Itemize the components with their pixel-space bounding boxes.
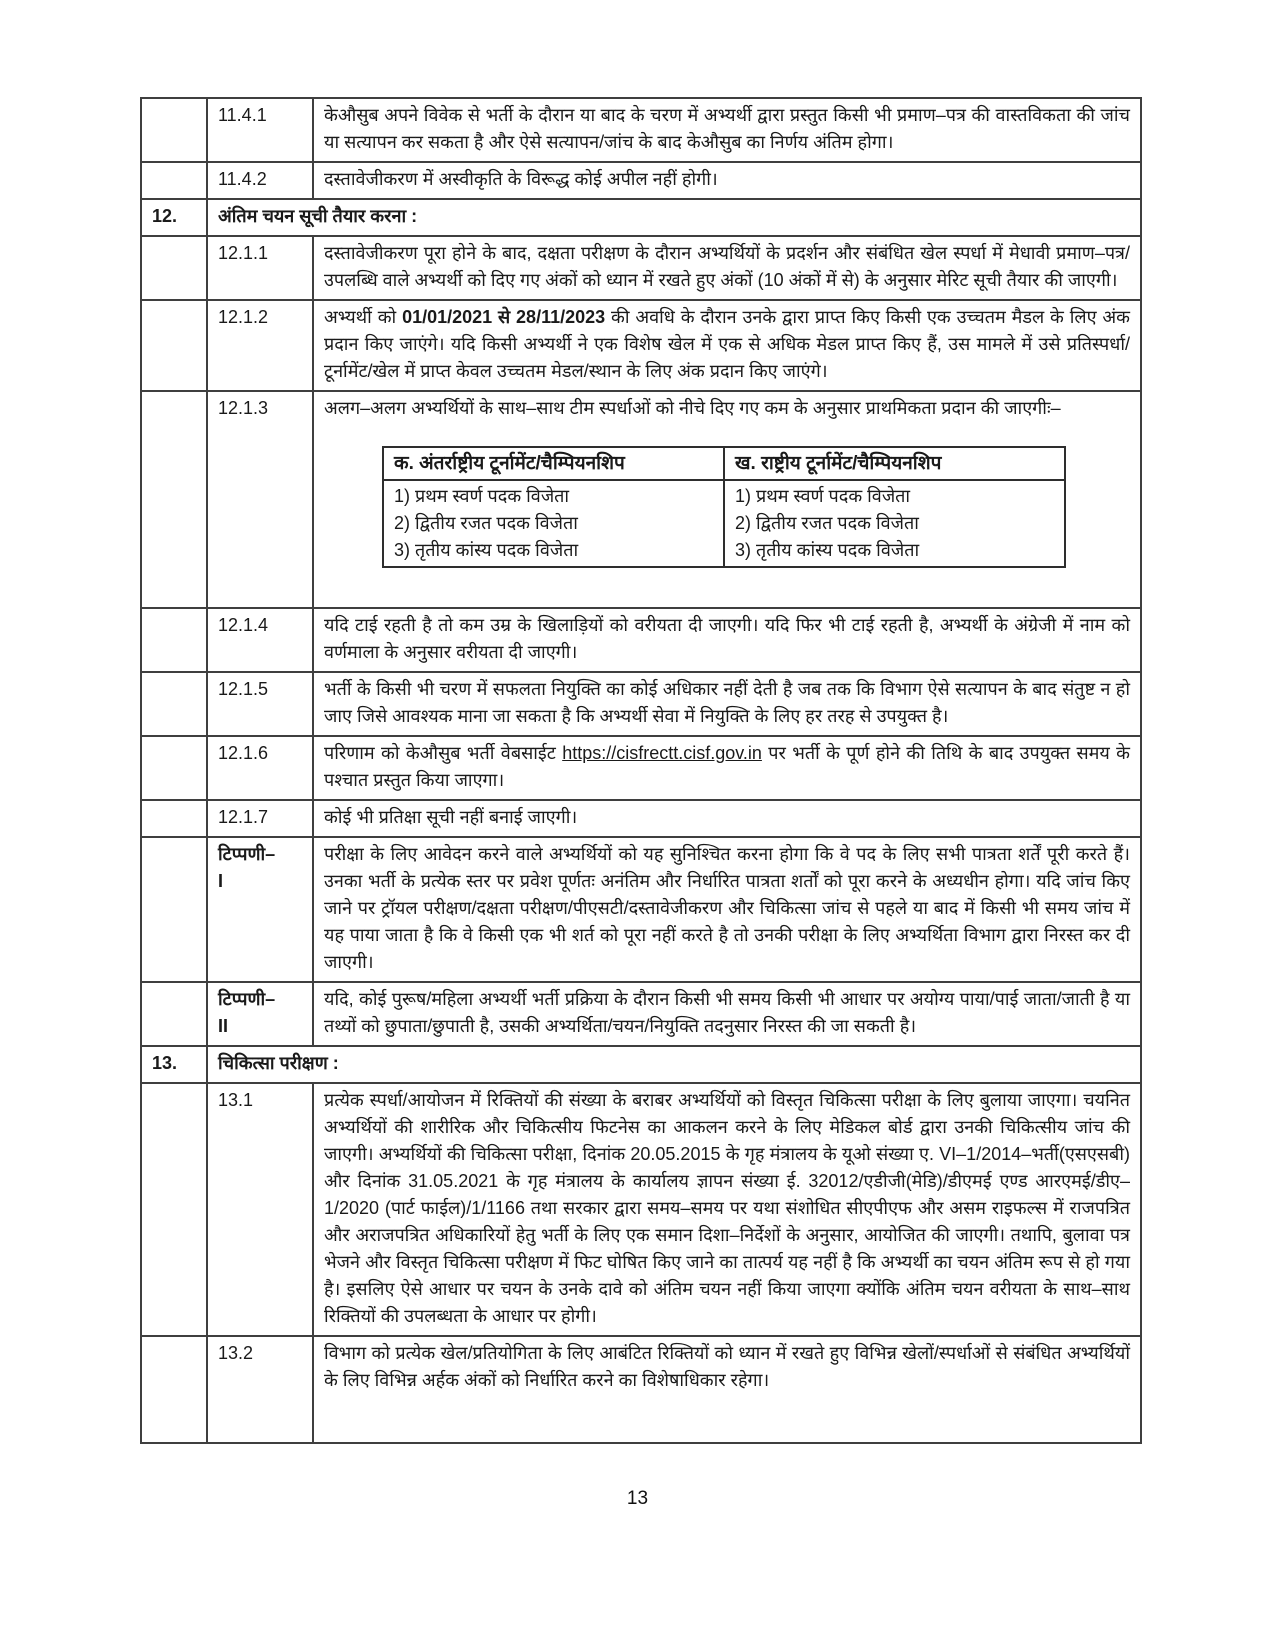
date-range: 01/01/2021 से 28/11/2023 xyxy=(402,307,606,327)
medal-priority-table xyxy=(382,446,1066,568)
table-row xyxy=(141,300,1141,391)
table-row xyxy=(141,1336,1141,1443)
priority-table-body-row xyxy=(383,480,1065,567)
clause-number: 12.1.7 xyxy=(207,800,313,837)
main-table-container xyxy=(140,97,1142,1444)
priority-table-container xyxy=(382,446,1130,568)
table-row xyxy=(141,1083,1141,1336)
note-label xyxy=(207,982,313,1046)
clause-text: यदि टाई रहती है तो कम उम्र के खिलाड़ियों को वरीयता दी जाएगी। यदि फिर भी टाई रहती है, अभ्यर्थी के अंग्रेजी में नाम को वर्णमाला के अनुसार वरीयता दी जाएगी। xyxy=(313,608,1141,672)
priority-table-header-row xyxy=(383,447,1065,480)
national-medal-list xyxy=(724,480,1065,567)
clause-number: 12.1.1 xyxy=(207,236,313,300)
section-header-row xyxy=(141,1046,1141,1083)
table-row xyxy=(141,672,1141,736)
clause-text xyxy=(313,300,1141,391)
list-item: 1) प्रथम स्वर्ण पदक विजेता xyxy=(394,486,570,506)
table-row xyxy=(141,736,1141,800)
recruitment-rules-table xyxy=(140,97,1142,1444)
section-header-row xyxy=(141,199,1141,236)
note-text: परीक्षा के लिए आवेदन करने वाले अभ्यर्थियों को यह सुनिश्चित करना होगा कि वे पद के लिए सभी पात्रता शर्तें पूरी करते हैं। उनका भर्ती के प्रत्येक स्तर पर प्रवेश पूर्णतः अनंतिम और निर्धारित पात्रता शर्तों को पूरा करने के अध्यधीन होगा। यदि जांच किए जाने पर ट्रॉयल परीक्षण/दक्षता परीक्षण/पीएसटी/दस्तावेजीकरण और चिकित्सा जांच से पहले या बाद में किसी भी समय जांच में यह पाया जाता है कि वे किसी एक भी शर्त को पूरा नहीं करते है तो उनकी परीक्षा के लिए अभ्यर्थिता विभाग द्वारा निरस्त कर दी जाएगी। xyxy=(313,837,1141,982)
clause-text-pre: परिणाम को केऔसुब भर्ती वेबसाईट xyxy=(324,743,563,763)
clause-text xyxy=(313,391,1141,608)
clause-number: 11.4.2 xyxy=(207,162,313,199)
note-label xyxy=(207,837,313,982)
clause-text xyxy=(313,736,1141,800)
section-number: 12. xyxy=(141,199,207,236)
section-number-cell xyxy=(141,1083,207,1336)
clause-text-pre: अभ्यर्थी को xyxy=(324,307,403,327)
section-number-cell xyxy=(141,98,207,162)
clause-text-post: की अवधि के दौरान उनके द्वारा प्राप्त किए किसी एक उच्चतम मैडल के लिए अंक प्रदान किए जाएंगे। यदि किसी अभ्यर्थी ने एक विशेष खेल में एक से अधिक मेडल प्राप्त किए हैं, उस मामले में उसे प्रतिस्पर्धा/टूर्नामेंट/खेल में प्राप्त केवल उच्चतम मेडल/स्थान के लिए अंक प्रदान किए जाएंगे। xyxy=(324,307,1130,381)
note-label-numeral: I xyxy=(218,871,224,891)
national-tournament-header: ख. राष्ट्रीय टूर्नामेंट/चैम्पियनशिप xyxy=(724,447,1065,480)
list-item: 2) द्वितीय रजत पदक विजेता xyxy=(394,513,578,533)
clause-number: 12.1.3 xyxy=(207,391,313,608)
clause-text: कोई भी प्रतिक्षा सूची नहीं बनाई जाएगी। xyxy=(313,800,1141,837)
table-row xyxy=(141,98,1141,162)
note-row xyxy=(141,982,1141,1046)
section-number-cell xyxy=(141,800,207,837)
list-item: 2) द्वितीय रजत पदक विजेता xyxy=(735,513,919,533)
intl-medal-list xyxy=(383,480,724,567)
table-row xyxy=(141,236,1141,300)
clause-number: 13.2 xyxy=(207,1336,313,1443)
clause-text: दस्तावेजीकरण पूरा होने के बाद, दक्षता परीक्षण के दौरान अभ्यर्थियों के प्रदर्शन और संबंधित खेल स्पर्धा में मेधावी प्रमाण–पत्र/उपलब्धि वाले अभ्यर्थी को दिए गए अंकों को ध्यान में रखते हुए अंकों (10 अंकों में से) के अनुसार मेरिट सूची तैयार की जाएगी। xyxy=(313,236,1141,300)
section-title: चिकित्सा परीक्षण : xyxy=(207,1046,1141,1083)
clause-number: 12.1.5 xyxy=(207,672,313,736)
section-number-cell xyxy=(141,162,207,199)
clause-text: दस्तावेजीकरण में अस्वीकृति के विरूद्ध कोई अपील नहीं होगी। xyxy=(313,162,1141,199)
recruitment-website-link[interactable]: https://cisfrectt.cisf.gov.in xyxy=(562,743,762,763)
note-label-numeral: II xyxy=(218,1016,229,1036)
note-label-text: टिप्पणी– xyxy=(218,989,276,1009)
section-number-cell xyxy=(141,982,207,1046)
clause-text: विभाग को प्रत्येक खेल/प्रतियोगिता के लिए आबंटित रिक्तियों को ध्यान में रखते हुए विभिन्न खेलों/स्पर्धाओं से संबंधित अभ्यर्थियों के लिए विभिन्न अर्हक अंकों को निर्धारित करने का विशेषाधिकार रहेगा। xyxy=(313,1336,1141,1443)
clause-text: केऔसुब अपने विवेक से भर्ती के दौरान या बाद के चरण में अभ्यर्थी द्वारा प्रस्तुत किसी भी प्रमाण–पत्र की वास्तविकता की जांच या सत्यापन कर सकता है और ऐसे सत्यापन/जांच के बाद केऔसुब का निर्णय अंतिम होगा। xyxy=(313,98,1141,162)
intl-tournament-header: क. अंतर्राष्ट्रीय टूर्नामेंट/चैम्पियनशिप xyxy=(383,447,724,480)
note-text: यदि, कोई पुरूष/महिला अभ्यर्थी भर्ती प्रक्रिया के दौरान किसी भी समय किसी भी आधार पर अयोग्य पाया/पाई जाता/जाती है या तथ्यों को छुपाता/छुपाती है, उसकी अभ्यर्थिता/चयन/नियुक्ति तदनुसार निरस्त की जा सकती है। xyxy=(313,982,1141,1046)
table-row xyxy=(141,391,1141,608)
list-item: 3) तृतीय कांस्य पदक विजेता xyxy=(394,540,579,560)
page-number: 13 xyxy=(626,1488,649,1509)
note-label-text: टिप्पणी– xyxy=(218,844,276,864)
section-number-cell xyxy=(141,608,207,672)
section-number-cell xyxy=(141,837,207,982)
section-number-cell xyxy=(141,672,207,736)
clause-number: 12.1.4 xyxy=(207,608,313,672)
clause-number: 12.1.2 xyxy=(207,300,313,391)
section-number-cell xyxy=(141,391,207,608)
table-row xyxy=(141,608,1141,672)
clause-text: प्रत्येक स्पर्धा/आयोजन में रिक्तियों की संख्या के बराबर अभ्यर्थियों को विस्तृत चिकित्सा परीक्षा के लिए बुलाया जाएगा। चयनित अभ्यर्थियों की शारीरिक और चिकित्सीय फिटनेस का आकलन करने के लिए मेडिकल बोर्ड द्वारा उनकी चिकित्सीय जांच की जाएगी। अभ्यर्थियों की चिकित्सा परीक्षा, दिनांक 20.05.2015 के गृह मंत्रालय के यूओ संख्या ए. VI–1/2014–भर्ती(एसएसबी) और दिनांक 31.05.2021 के गृह मंत्रालय के कार्यालय ज्ञापन संख्या ई. 32012/एडीजी(मेडि)/डीएमई एण्ड आरएमई/डीए–1/2020 (पार्ट फाईल)/1/1166 तथा सरकार द्वारा समय–समय पर यथा संशोधित सीएपीएफ और असम राइफल्स में राजपत्रित और अराजपत्रित अधिकारियों हेतु भर्ती के लिए एक समान दिशा–निर्देशों के अनुसार, आयोजित की जाएगी। तथापि, बुलावा पत्र भेजने और विस्तृत चिकित्सा परीक्षण में फिट घोषित किए जाने का तात्पर्य यह नहीं है कि अभ्यर्थी का चयन अंतिम रूप से हो गया है। इसलिए ऐसे आधार पर चयन के उनके दावे को अंतिम चयन नहीं किया जाएगा क्योंकि अंतिम चयन वरीयता के साथ–साथ रिक्तियों की उपलब्धता के आधार पर होगी। xyxy=(313,1083,1141,1336)
clause-number: 11.4.1 xyxy=(207,98,313,162)
note-row xyxy=(141,837,1141,982)
section-number-cell xyxy=(141,736,207,800)
table-row xyxy=(141,162,1141,199)
list-item: 1) प्रथम स्वर्ण पदक विजेता xyxy=(735,486,911,506)
section-title: अंतिम चयन सूची तैयार करना : xyxy=(207,199,1141,236)
clause-number: 13.1 xyxy=(207,1083,313,1336)
clause-number: 12.1.6 xyxy=(207,736,313,800)
section-number-cell xyxy=(141,236,207,300)
clause-intro: अलग–अलग अभ्यर्थियों के साथ–साथ टीम स्पर्धाओं को नीचे दिए गए कम के अनुसार प्राथमिकता प्रदान की जाएगीः– xyxy=(324,398,1061,418)
table-row xyxy=(141,800,1141,837)
list-item: 3) तृतीय कांस्य पदक विजेता xyxy=(735,540,920,560)
section-number-cell xyxy=(141,300,207,391)
section-number: 13. xyxy=(141,1046,207,1083)
clause-text: भर्ती के किसी भी चरण में सफलता नियुक्ति का कोई अधिकार नहीं देती है जब तक कि विभाग ऐसे सत्यापन के बाद संतुष्ट न हो जाए जिसे आवश्यक माना जा सकता है कि अभ्यर्थी सेवा में नियुक्ति के लिए हर तरह से उपयुक्त है। xyxy=(313,672,1141,736)
section-number-cell xyxy=(141,1336,207,1443)
clause-text-post: पर भर्ती के पूर्ण होने की तिथि के बाद उपयुक्त समय के पश्चात प्रस्तुत किया जाएगा। xyxy=(324,743,1130,790)
